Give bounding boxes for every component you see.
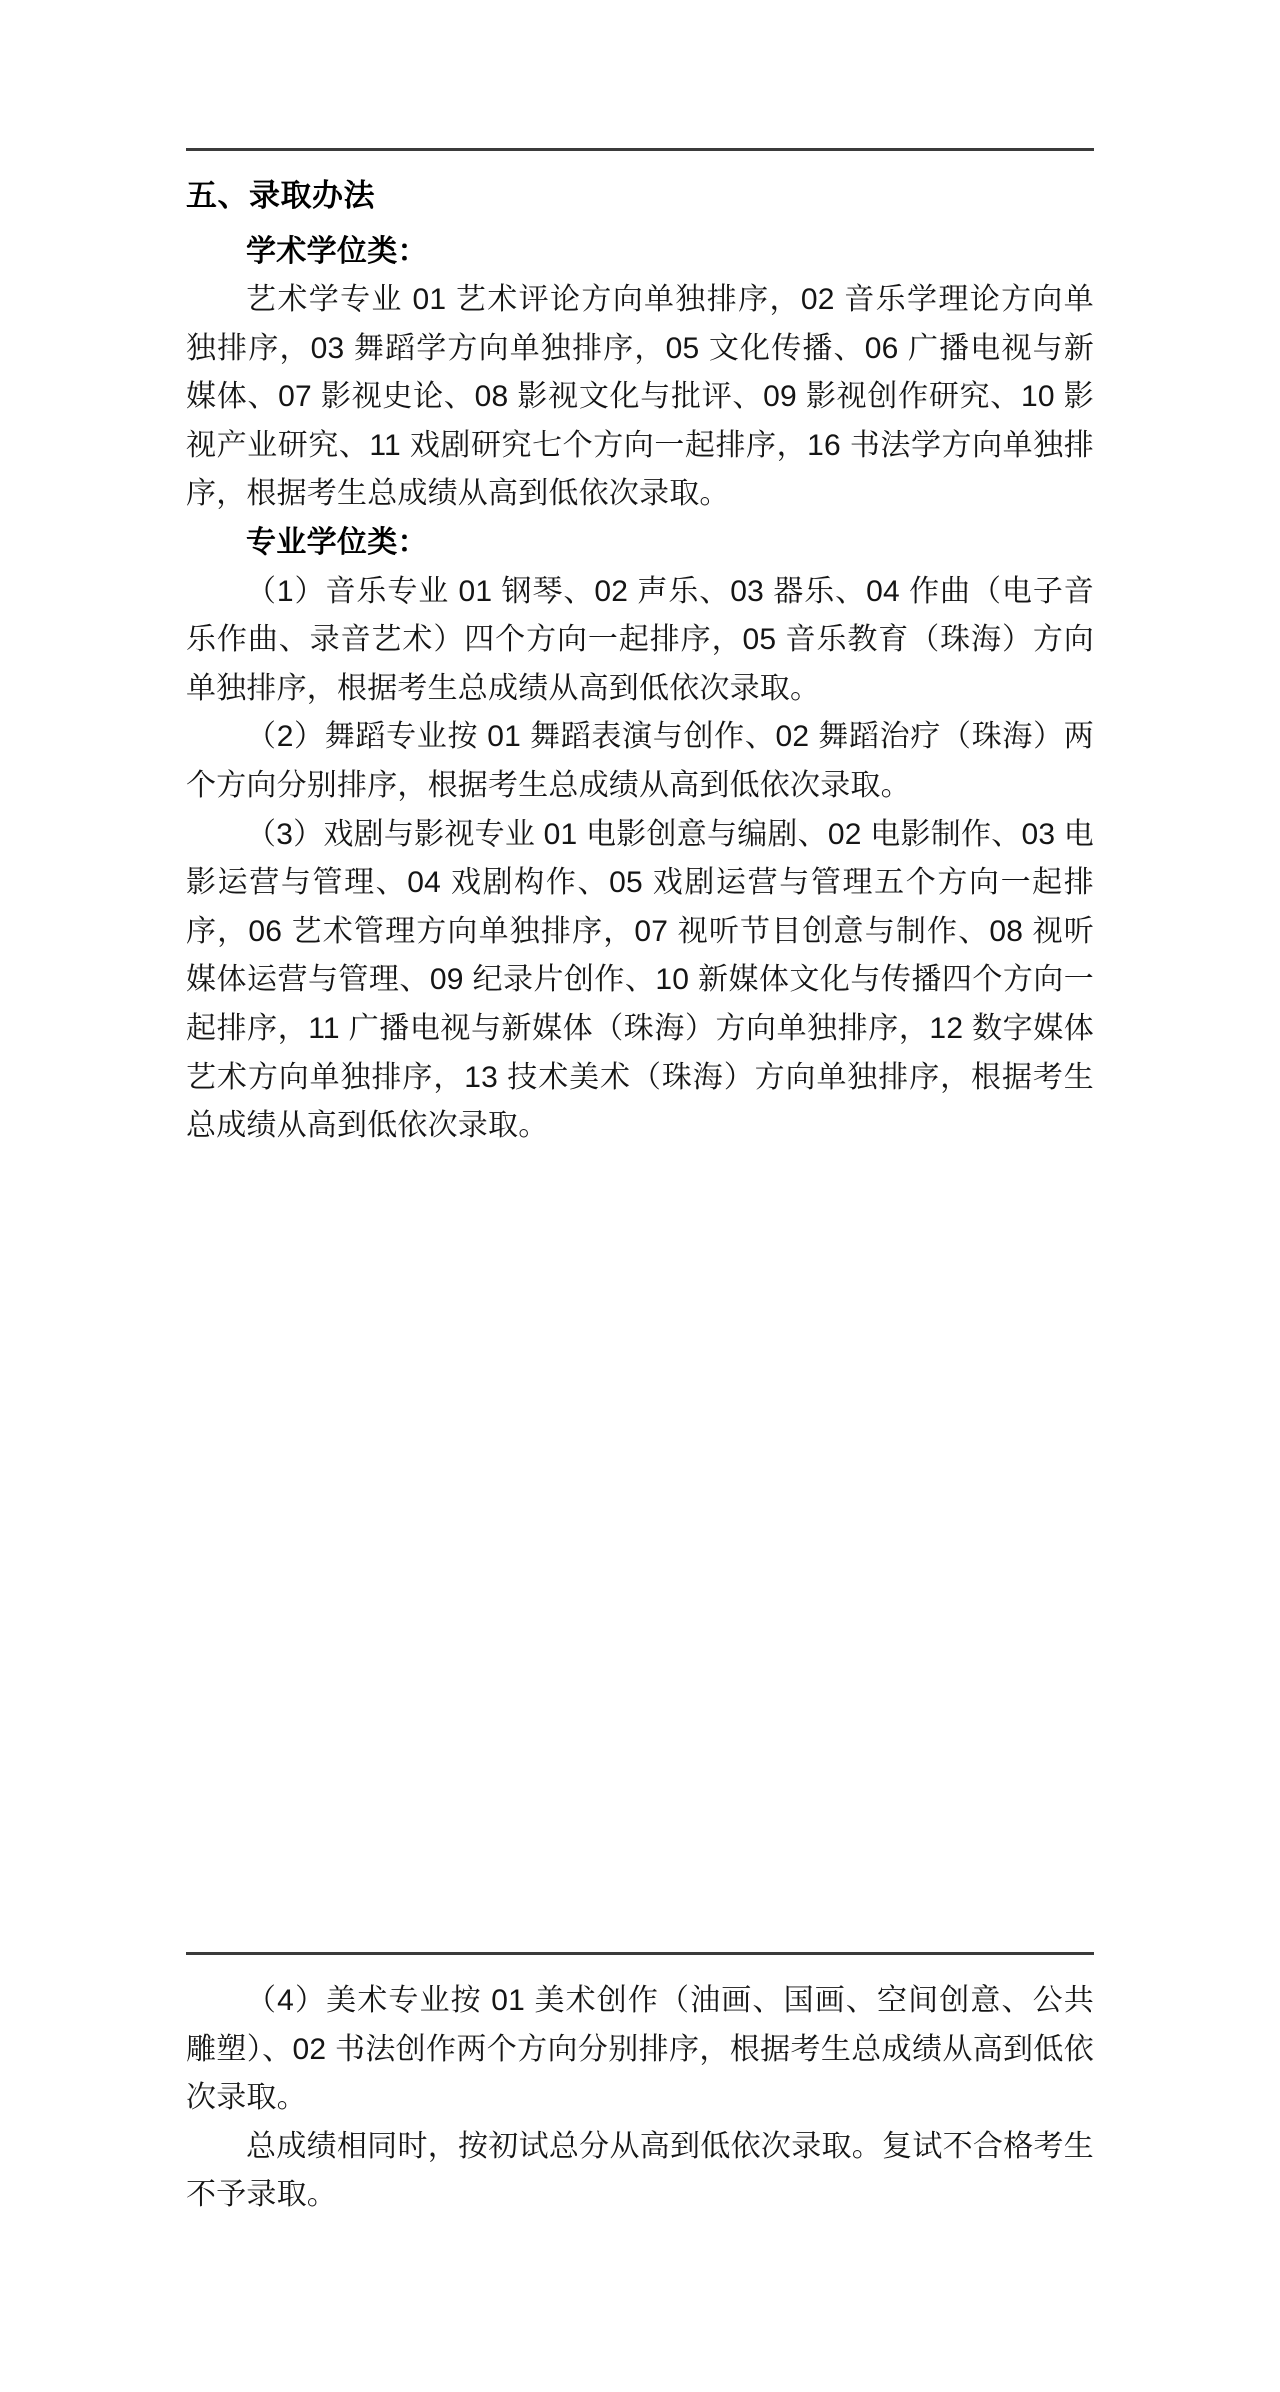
subheading-academic-degree: 学术学位类： (246, 234, 428, 268)
page-fragment-top (186, 148, 1094, 1151)
subheading-professional-degree: 专业学位类： (246, 526, 428, 560)
page-fragment-bottom (186, 1952, 1094, 2220)
paragraph-item-1-music: （1）音乐专业 01 钢琴、02 声乐、03 器乐、04 作曲（电子音乐作曲、录音艺术）四个方向一起排序，05 音乐教育（珠海）方向单独排序，根据考生总成绩从高到低依次录取。 (186, 574, 1094, 705)
paragraph-academic-degree-ranking: 艺术学专业 01 艺术评论方向单独排序，02 音乐学理论方向单独排序，03 舞蹈学方向单独排序，05 文化传播、06 广播电视与新媒体、07 影视史论、08 影视文化与批评、09 影视创作研究、10 影视产业研究、11 戏剧研究七个方向一起排序，16 书法学方向单独排序，根据考生总成绩从高到低依次录取。 (186, 283, 1094, 511)
paragraph-item-3-drama-film-tv: （3）戏剧与影视专业 01 电影创意与编剧、02 电影制作、03 电影运营与管理、04 戏剧构作、05 戏剧运营与管理五个方向一起排序，06 艺术管理方向单独排序，07 视听节目创意与制作、08 视听媒体运营与管理、09 纪录片创作、10 新媒体文化与传播四个方向一起排序，11 广播电视与新媒体（珠海）方向单独排序，12 数字媒体艺术方向单独排序，13 技术美术（珠海）方向单独排序，根据考生总成绩从高到低依次录取。 (186, 817, 1094, 1143)
section-heading: 五、录取办法 (186, 178, 375, 213)
page-divider-bottom (186, 1952, 1094, 1955)
paragraph-item-4-fine-arts: （4）美术专业按 01 美术创作（油画、国画、空间创意、公共雕塑）、02 书法创作两个方向分别排序，根据考生总成绩从高到低依次录取。 (186, 1984, 1094, 2115)
paragraph-tiebreak-rule: 总成绩相同时，按初试总分从高到低依次录取。复试不合格考生不予录取。 (186, 2129, 1094, 2212)
paragraph-item-2-dance: （2）舞蹈专业按 01 舞蹈表演与创作、02 舞蹈治疗（珠海）两个方向分别排序，根据考生总成绩从高到低依次录取。 (186, 720, 1094, 803)
page-divider-top (186, 148, 1094, 151)
